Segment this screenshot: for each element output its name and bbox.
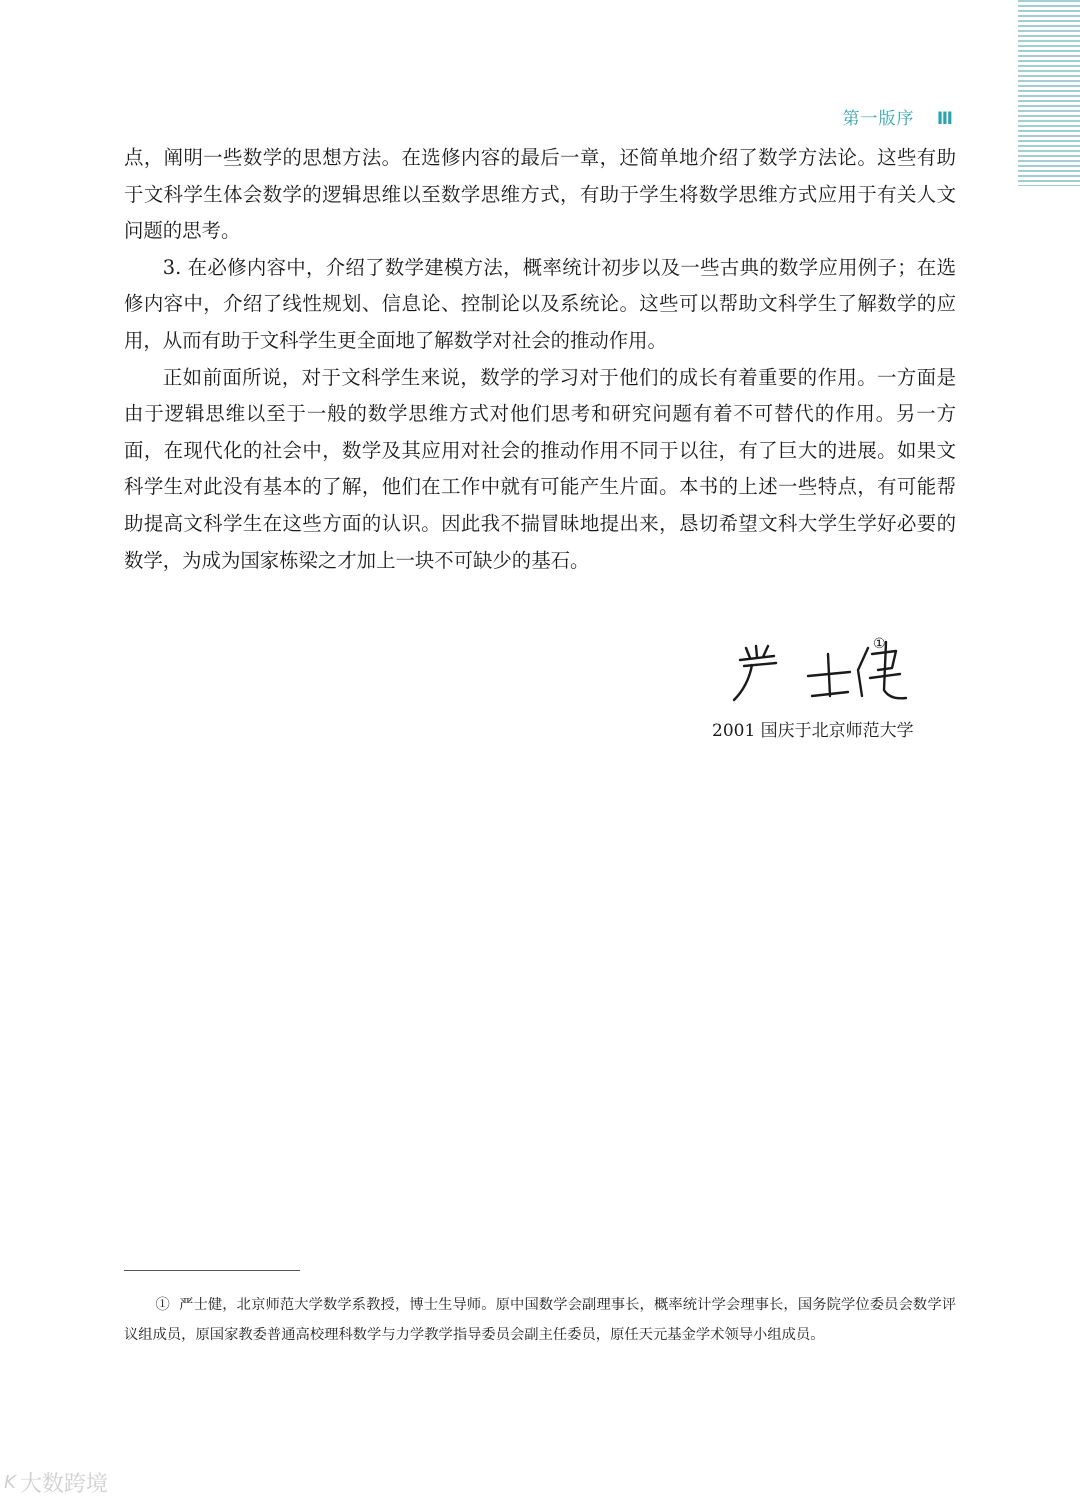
watermark-logo-icon: K: [4, 1472, 16, 1493]
dateline: 2001 国庆于北京师范大学: [712, 721, 914, 741]
corner-stripes-decoration: [1018, 0, 1080, 186]
watermark-text: 大数跨境: [19, 1472, 108, 1497]
footnote: [124, 1290, 956, 1350]
signature-footnote-mark: ①: [873, 636, 886, 652]
paragraph-continuation: 点，阐明一些数学的思想方法。在选修内容的最后一章，还简单地介绍了数学方法论。这些有助于文科学生体会数学的逻辑思维以至数学思维方式，有助于学生将数学思维方式应用于有关人文问题的思考。: [124, 146, 956, 243]
paragraph-conclusion: 正如前面所说，对于文科学生来说，数学的学习对于他们的成长有着重要的作用。一方面是由于逻辑思维以至于一般的数学思维方式对他们思考和研究问题有着不可替代的作用。另一方面，在现代化的社会中，数学及其应用对社会的推动作用不同于以往，有了巨大的进展。如果文科学生对此没有基本的了解，他们在工作中就有可能产生片面。本书的上述一些特点，有可能帮助提高文科学生在这些方面的认识。因此我不揣冒昧地提出来，恳切希望文科大学生学好必要的数学，为成为国家栋梁之才加上一块不可缺少的基石。: [124, 365, 956, 572]
watermark: [4, 1467, 108, 1498]
page-number: Ⅲ: [936, 109, 954, 129]
footnote-mark: ①: [155, 1297, 170, 1313]
footnote-text: 严士健，北京师范大学数学系教授，博士生导师。原中国数学会副理事长，概率统计学会理事长，国务院学位委员会数学评议组成员，原国家教委普通高校理科数学与力学教学指导委员会副主任委员，原任天元基金学术领导小组成员。: [124, 1297, 957, 1343]
paragraph-point-3: 3. 在必修内容中，介绍了数学建模方法，概率统计初步以及一些古典的数学应用例子；在选修内容中，介绍了线性规划、信息论、控制论以及系统论。这些可以帮助文科学生了解数学的应用，从而有助于文科学生更全面地了解数学对社会的推动作用。: [124, 255, 956, 352]
body-text: [124, 140, 956, 579]
running-header: [843, 104, 954, 129]
section-title: 第一版序: [842, 109, 915, 129]
footnote-divider: [124, 1270, 300, 1271]
